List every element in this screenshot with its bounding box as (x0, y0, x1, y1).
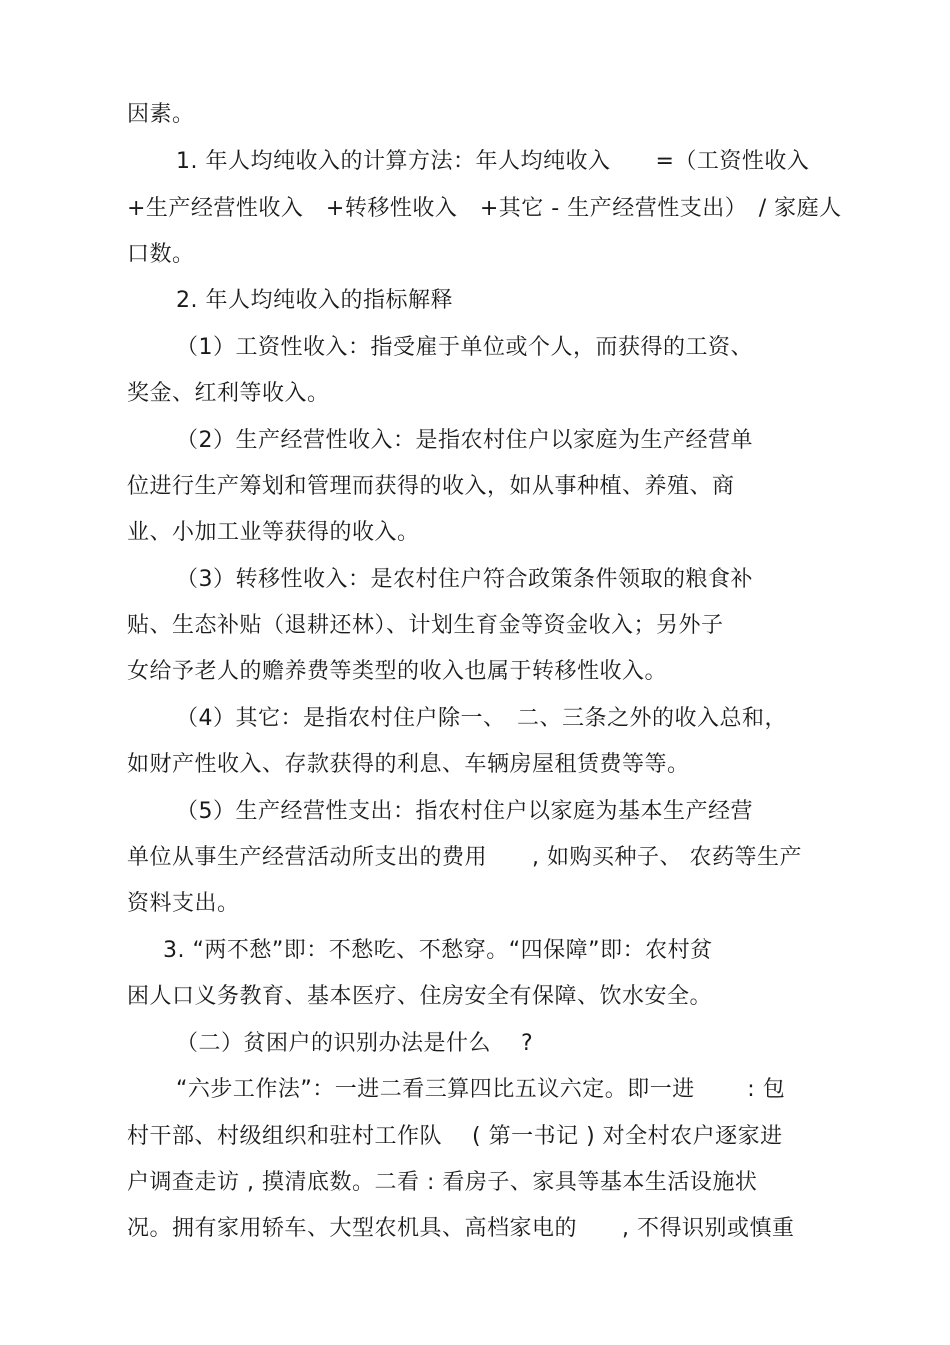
text-line: （3）转移性收入：是农村住户符合政策条件领取的粮食补 (176, 567, 753, 592)
text-line: +生产经营性收入 +转移性收入 +其它 - 生产经营性支出） / 家庭人 (127, 196, 842, 221)
text-line: （5）生产经营性支出：指农村住户以家庭为基本生产经营 (176, 799, 753, 824)
text-line: 业、小加工业等获得的收入。 (127, 520, 420, 545)
text-line: 因素。 (127, 102, 195, 127)
text-line: 3. “两不愁”即：不愁吃、不愁穿。“四保障”即：农村贫 (163, 938, 713, 963)
text-line: （4）其它：是指农村住户除一、 二、三条之外的收入总和， (176, 706, 787, 731)
text-line: 户调查走访 , 摸清底数。二看 : 看房子、家具等基本生活设施状 (127, 1170, 758, 1195)
text-line: 位进行生产筹划和管理而获得的收入，如从事种植、养殖、商 (127, 474, 735, 499)
text-line: （2）生产经营性收入：是指农村住户以家庭为生产经营单 (176, 428, 753, 453)
text-line: 村干部、村级组织和驻村工作队 ( 第一书记 ) 对全村农户逐家进 (127, 1124, 783, 1149)
text-line: 1. 年人均纯收入的计算方法：年人均纯收入 =（工资性收入 (176, 149, 810, 174)
text-line: 单位从事生产经营活动所支出的费用 , 如购买种子、 农药等生产 (127, 845, 802, 870)
text-line: 困人口义务教育、基本医疗、住房安全有保障、饮水安全。 (127, 984, 713, 1009)
text-line: 资料支出。 (127, 891, 240, 916)
text-line: 口数。 (127, 242, 195, 267)
text-line: （二）贫困户的识别办法是什么 ? (176, 1031, 534, 1056)
text-line: 贴、生态补贴（退耕还林）、计划生育金等资金收入；另外子 (127, 613, 724, 638)
text-line: 奖金、红利等收入。 (127, 381, 330, 406)
text-line: 女给予老人的赡养费等类型的收入也属于转移性收入。 (127, 659, 668, 684)
text-line: （1）工资性收入：指受雇于单位或个人，而获得的工资、 (176, 335, 753, 360)
text-line: 况。拥有家用轿车、大型农机具、高档家电的 , 不得识别或慎重 (127, 1216, 795, 1241)
text-line: 如财产性收入、存款获得的利息、车辆房屋租赁费等等。 (127, 752, 690, 777)
text-line: “六步工作法”：一进二看三算四比五议六定。即一进 : 包 (176, 1077, 786, 1102)
text-line: 2. 年人均纯收入的指标解释 (176, 288, 453, 313)
